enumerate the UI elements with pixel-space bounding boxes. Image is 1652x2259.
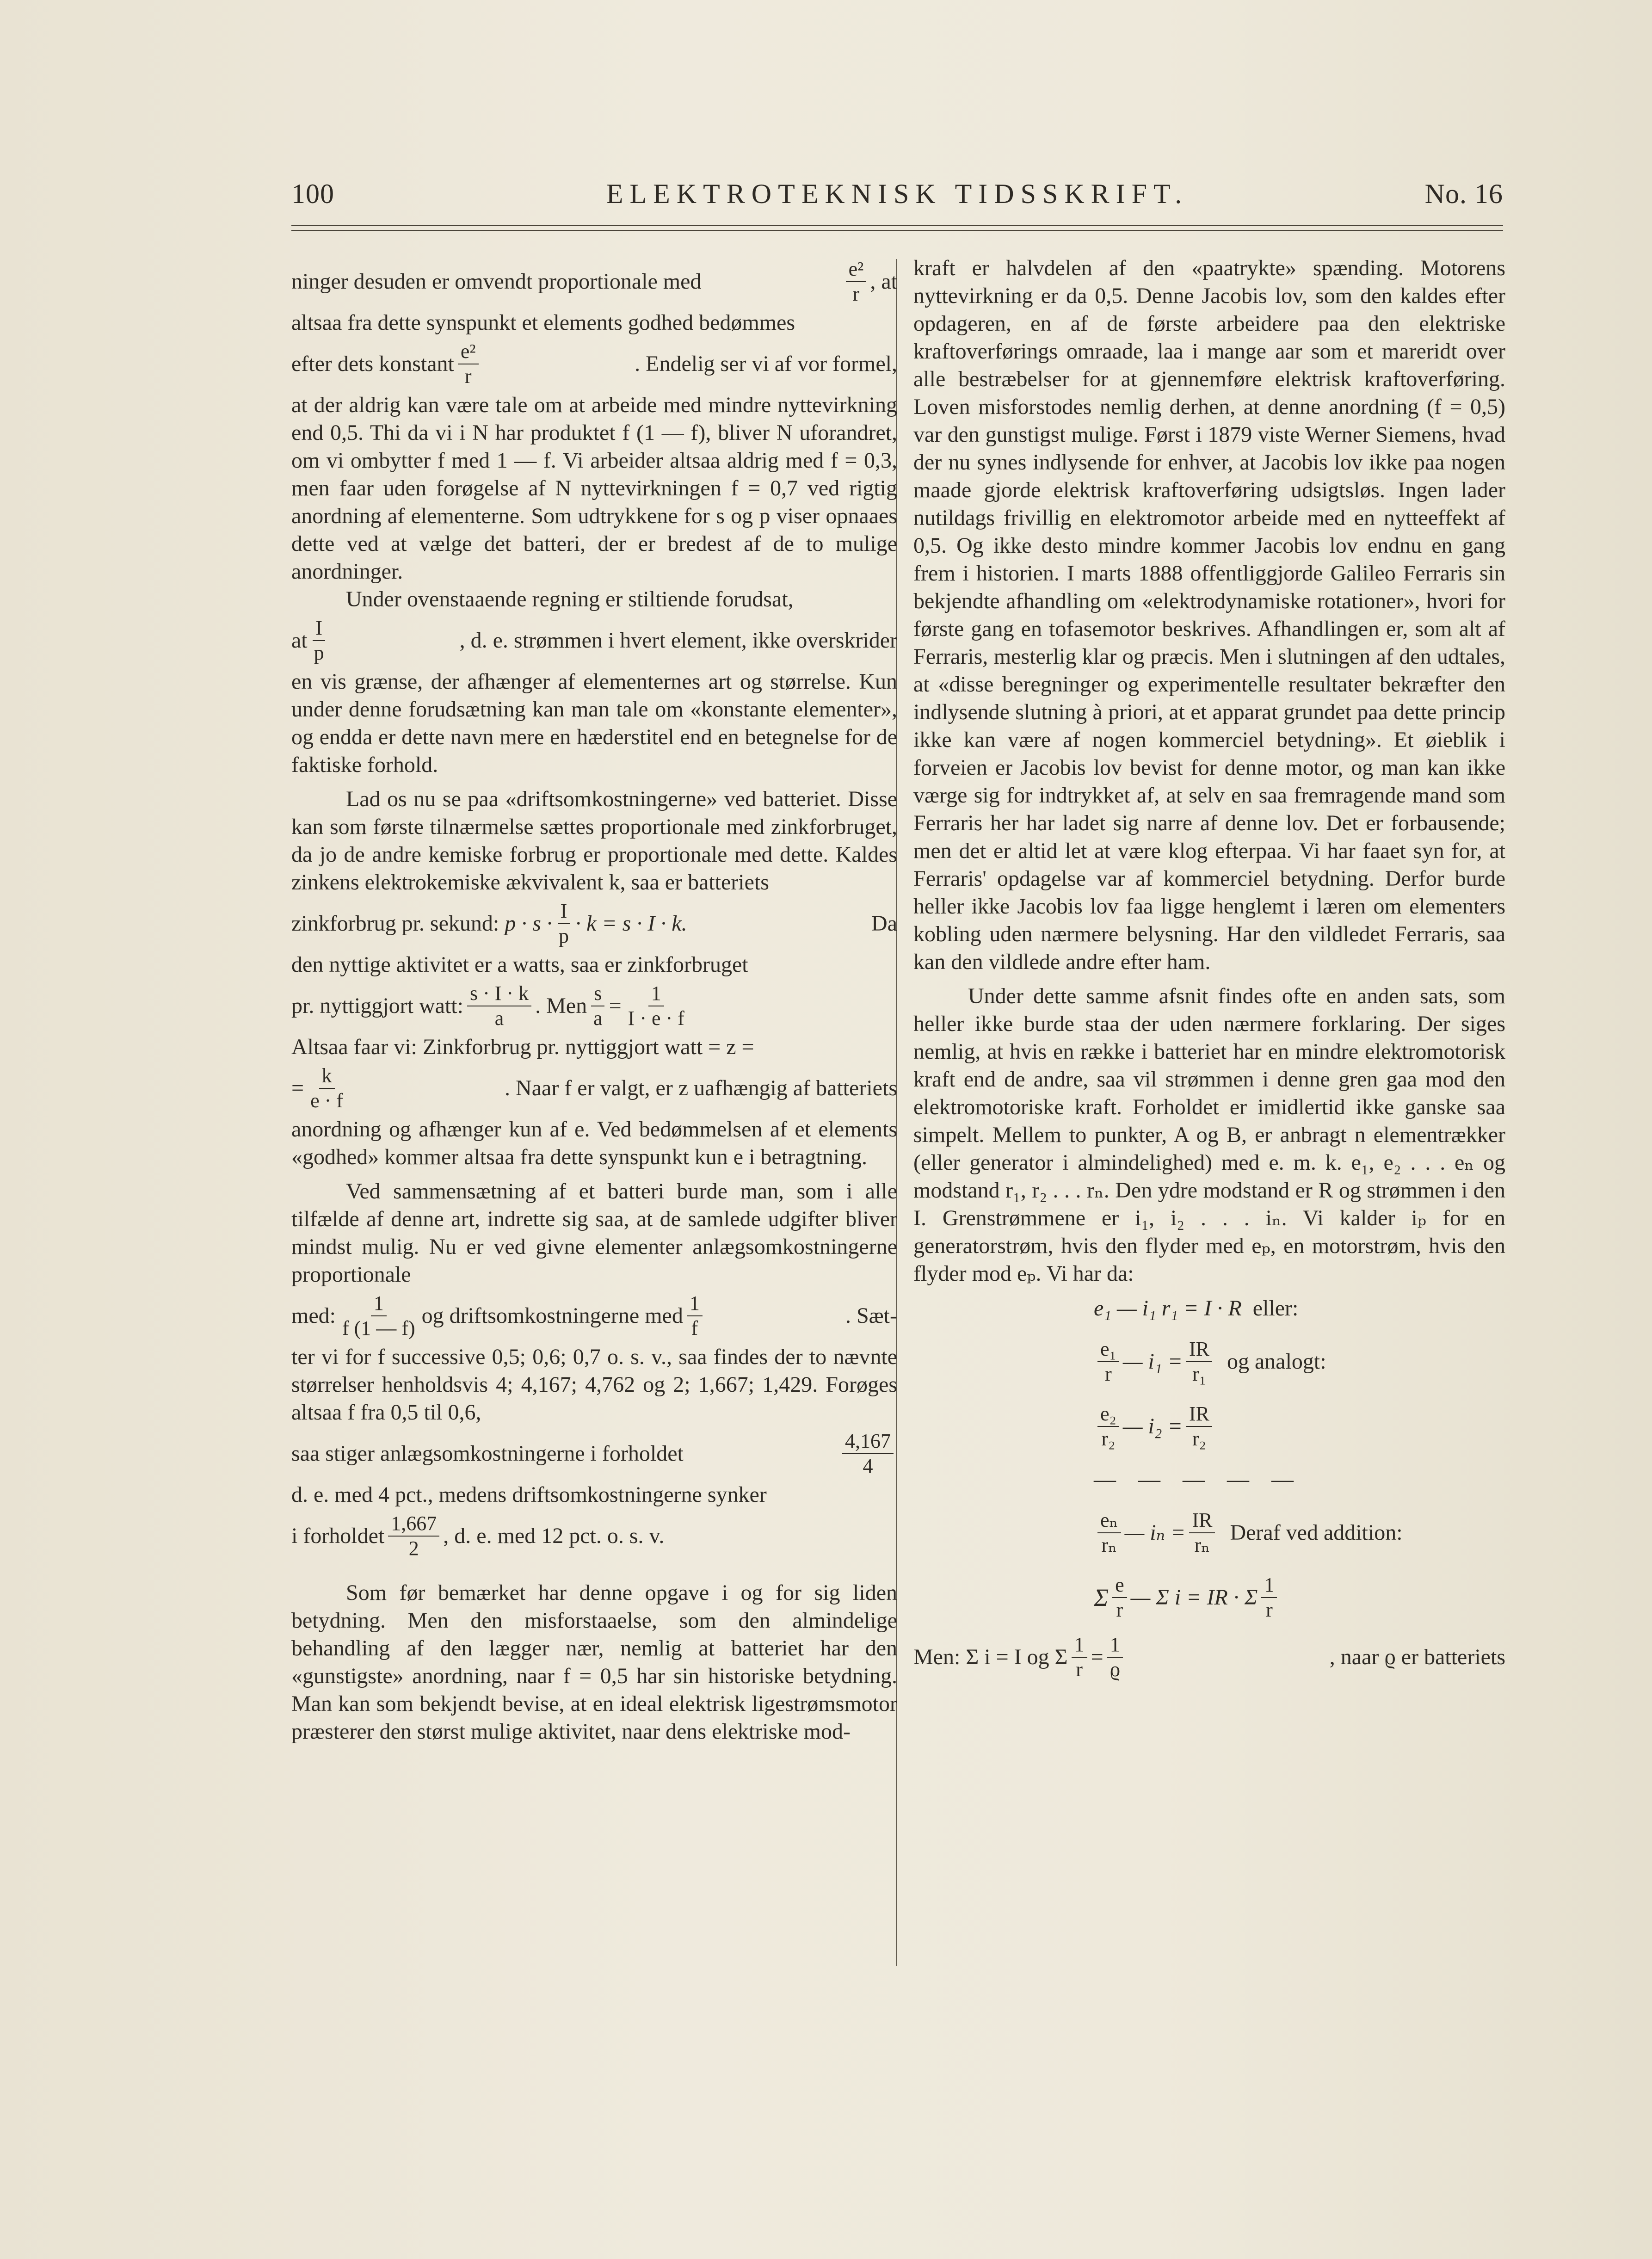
header-rule-top xyxy=(291,225,1503,226)
text-line: med: $\frac{1}{f (1 — f)}$ og driftsomkostningerne med $\frac{1}{f}$ . Sæt- xyxy=(291,1292,897,1339)
fraction: $\frac{I}{p}$ xyxy=(556,899,572,948)
journal-title: ELEKTROTEKNISK TIDSSKRIFT. xyxy=(606,179,1189,209)
fraction: $\frac{\text{e²}}{r}$ xyxy=(458,339,479,389)
fraction: $\frac{IR}{\text{rₙ}}$ xyxy=(1189,1508,1215,1557)
fraction: $\frac{e}{r}$ xyxy=(1112,1573,1127,1622)
paragraph: Lad os nu se paa «driftsomkostningerne» ved batteriet. Disse kan som første tilnærmelse sættes proportionale med zinkforbruget, da jo de andre kemiske forbrug er proportionale med dette. Kaldes zinkens elektrokemiske ækvivalent k, saa er batteriets xyxy=(291,787,897,895)
paragraph: en vis grænse, der afhænger af elementernes art og størrelse. Kun under denne forudsætning kan man tale om «konstante elementer», og endda er dette navn mere en hæderstitel end en betegnelse for de faktiske forhold. xyxy=(291,669,897,777)
fraction: $\frac{1}{I \cdot e \cdot f}$ xyxy=(628,982,684,1030)
fraction: $\frac{1}{f}$ xyxy=(687,1291,703,1340)
fraction: $\frac{\text{e²}}{r}$ xyxy=(846,257,867,306)
equation-line: e₁ — i₁ r₁ = I · R eller: xyxy=(1094,1296,1299,1321)
fraction: $\frac{4,167}{4}$ xyxy=(842,1429,894,1478)
fraction: $\frac{I}{p}$ xyxy=(311,616,327,665)
fraction: $\frac{s}{a}$ xyxy=(591,981,605,1031)
fraction: $\frac{\text{e₂}}{\text{r₂}}$ xyxy=(1097,1402,1119,1451)
header-rule-bottom xyxy=(291,230,1503,231)
paragraph: kraft er halvdelen af den «paatrykte» spænding. Motorens nyttevirkning er da 0,5. Denne Jacobis lov, som den kaldes efter opdageren, en af de første arbeidere paa den elektriske kraftoverførings omraade, laa i mange aar som et mareridt over alle bestræbelser for at gjennemføre elektrisk kraftoverføring. Loven misforstodes nemlig derhen, at denne anordning (f = 0,5) var den gunstigst mulige. Først i 1879 viste Werner Siemens, hvad der nu synes indlysende for enhver, at Jacobis lov ikke paa nogen maade gjorde elektrisk kraftoverføring udsigtsløs. Ingen lader nutildags frivillig en elektromotor arbeide med en nytteeffekt af 0,5. Og ikke desto mindre kommer Jacobis lov endnu en gang frem i historien. I marts 1888 offentliggjorde Galileo Ferraris sin bekjendte afhandling om «elektrodynamiske rotationer», hvori for første gang en tofasemotor beskrives. Afhandlingen er, som alt af Ferraris, mesterlig klar og præcis. Men i slutningen af den udtales, at «disse beregninger og experimentelle resultater bekræfter den indlysende slutning à priori, at et apparat grundet paa dette princip ikke kan være af nogen kommerciel betydning». Et øieblik i forveien er Jacobis lov bevist for denne motor, og man kan ikke værge sig for indtrykket af, at selv en saa fremragende mand som Ferraris her har ladet sig narre af denne lov. Det er forbausende; men det er altid let at være klog efterpaa. Vi har faaet syn for, at Ferraris' opdagelse var af kommerciel betydning. Derfor burde heller ikke Jacobis lov faa ligge henglemt i læren om elementers kobling uden nærmere belysning. Har den vildledet Ferraris, saa kan den vildlede andre efter ham. xyxy=(913,256,1505,974)
paragraph: ter vi for f successive 0,5; 0,6; 0,7 o. s. v., saa findes der to nævnte størrelser henholdsvis 4; 4,167; 4,762 og 2; 1,667; 1,429. Forøges altsaa f fra 0,5 til 0,6, xyxy=(291,1345,897,1425)
text-line: = $\frac{k}{e \cdot f}$ . Naar f er valgt, er z uafhængig af batteriets xyxy=(291,1064,897,1112)
fraction: $\frac{1}{r}$ xyxy=(1072,1633,1087,1682)
paragraph-start: Under ovenstaaende regning er stiltiende forudsat, xyxy=(346,587,794,611)
text-line: saa stiger anlægsomkostningerne i forholdet $\frac{4,167}{4}$ xyxy=(291,1429,897,1478)
paragraph: anordning og afhænger kun af e. Ved bedømmelsen af et elements «godhed» kommer altsaa fra dette synspunkt kun e i betragtning. xyxy=(291,1117,897,1169)
fraction: $\frac{1}{r}$ xyxy=(1261,1573,1277,1622)
right-column xyxy=(913,254,1505,1685)
equation-line: $\frac{\text{e₂}}{\text{r₂}}$ — i₂ = $\frac{IR}{\text{r₂}}$ xyxy=(1094,1394,1505,1459)
text-line: ninger desuden er omvendt proportionale med $\frac{\text{e²}}{r}$ , at xyxy=(291,258,897,305)
text-line: at $\frac{I}{p}$ , d. e. strømmen i hvert element, ikke overskrider xyxy=(291,617,897,664)
fraction: $\frac{IR}{\text{r₂}}$ xyxy=(1186,1402,1212,1451)
paragraph: Under dette samme afsnit findes ofte en anden sats, som heller ikke burde staa der uden nærmere forklaring. Der siges nemlig, at hvis en række i batteriet har en mindre elektromotorisk kraft end de andre, saa vil strømmen i denne gren gaa mod den elektromotoriske kraft. Forholdet er imidlertid ikke ganske saa simpelt. Mellem to punkter, A og B, er anbragt n elementrækker (eller generator i almindelighed) med e. m. k. e₁, e₂ . . . eₙ og modstand r₁, r₂ . . . rₙ. Den ydre modstand er R og strømmen i den I. Grenstrømmene er i₁, i₂ . . . iₙ. Vi kalder iₚ for en generatorstrøm, hvis den flyder med eₚ, en motorstrøm, hvis den flyder mod eₚ. Vi har da: xyxy=(913,984,1505,1286)
text-line: zinkforbrug pr. sekund: p · s · $\frac{I}{p}$ · k = s · I · k. Da xyxy=(291,900,897,947)
paragraph: Som før bemærket har denne opgave i og for sig liden betydning. Men den misforstaaelse, som den almindelige behandling af den lægger nær, nemlig at batteriet har den «gunstigste» anordning, naar f = 0,5 har sin historiske betydning. Man kan som bekjendt bevise, at en ideal elektrisk ligestrømsmotor præsterer den størst mulige aktivitet, naar dens elektriske mod- xyxy=(291,1580,897,1744)
left-column xyxy=(291,254,897,1746)
equation-line: — — — — — xyxy=(1094,1467,1302,1492)
running-header xyxy=(291,178,1503,220)
issue-number: No. 16 xyxy=(1424,179,1503,209)
text-line: efter dets konstant $\frac{\text{e²}}{r}$ . Endelig ser vi af vor formel, xyxy=(291,340,897,388)
text-line: pr. nyttiggjort watt: $\frac{s \cdot I \cdot k}{a}$ . Men $\frac{s}{a}$ = $\frac{1}{I \cdot e \cdot f}$ xyxy=(291,981,897,1031)
fraction: $\frac{s \cdot I \cdot k}{a}$ xyxy=(467,981,531,1031)
equation-line: Σ $\frac{e}{r}$ — Σ i = IR · Σ $\frac{1}{r}$ xyxy=(1094,1565,1505,1630)
text-line: d. e. med 4 pct., medens driftsomkostningerne synker xyxy=(291,1482,767,1507)
equation-line: $\frac{\text{eₙ}}{\text{rₙ}}$ — iₙ = $\frac{IR}{\text{rₙ}}$ Deraf ved addition: xyxy=(1094,1500,1505,1565)
text-line: Altsaa faar vi: Zinkforbrug pr. nyttiggjort watt = z = xyxy=(291,1035,754,1059)
text-line: i forholdet $\frac{1,667}{2}$ , d. e. med 12 pct. o. s. v. xyxy=(291,1512,665,1560)
equation-block xyxy=(913,1288,1505,1630)
fraction: $\frac{1}{ϱ}$ xyxy=(1107,1633,1123,1682)
fraction: $\frac{1,667}{2}$ xyxy=(388,1512,439,1561)
fraction: $\frac{1}{f (1 — f)}$ xyxy=(342,1292,415,1339)
fraction: $\frac{k}{e \cdot f}$ xyxy=(310,1064,343,1112)
text-line: den nyttige aktivitet er a watts, saa er zinkforbruget xyxy=(291,952,748,977)
page-number: 100 xyxy=(291,179,334,209)
fraction: $\frac{\text{e₁}}{r}$ xyxy=(1097,1337,1119,1386)
paragraph: Ved sammensætning af et batteri burde man, som i alle tilfælde af denne art, indrette sig saa, at de samlede udgifter bliver mindst mulig. Nu er ved givne elementer anlægsomkostningerne proportionale xyxy=(291,1179,897,1287)
paragraph: at der aldrig kan være tale om at arbeide med mindre nyttevirkning end 0,5. Thi da vi i N har produktet f (1 — f), bliver N uforandret, om vi ombytter f med 1 — f. Vi arbeider altsaa aldrig med f = 0,3, men faar uden forøgelse af N nyttevirkningen f = 0,7 ved rigtig anordning af elementerne. Som udtrykkene for s og p viser opnaaes dette ved at vælge det batteri, der er bredest af de to mulige anordninger. xyxy=(291,393,897,584)
text-line: Men: Σ i = I og Σ $\frac{1}{r}$ = $\frac{1}{ϱ}$ , naar ϱ er batteriets xyxy=(913,1633,1505,1681)
fraction: $\frac{\text{eₙ}}{\text{rₙ}}$ xyxy=(1097,1508,1121,1557)
equation-line: $\frac{\text{e₁}}{r}$ — i₁ = $\frac{IR}{\text{r₁}}$ og analogt: xyxy=(1094,1329,1505,1394)
text-line: altsaa fra dette synspunkt et elements godhed bedømmes xyxy=(291,310,795,335)
fraction: $\frac{IR}{\text{r₁}}$ xyxy=(1186,1337,1212,1386)
